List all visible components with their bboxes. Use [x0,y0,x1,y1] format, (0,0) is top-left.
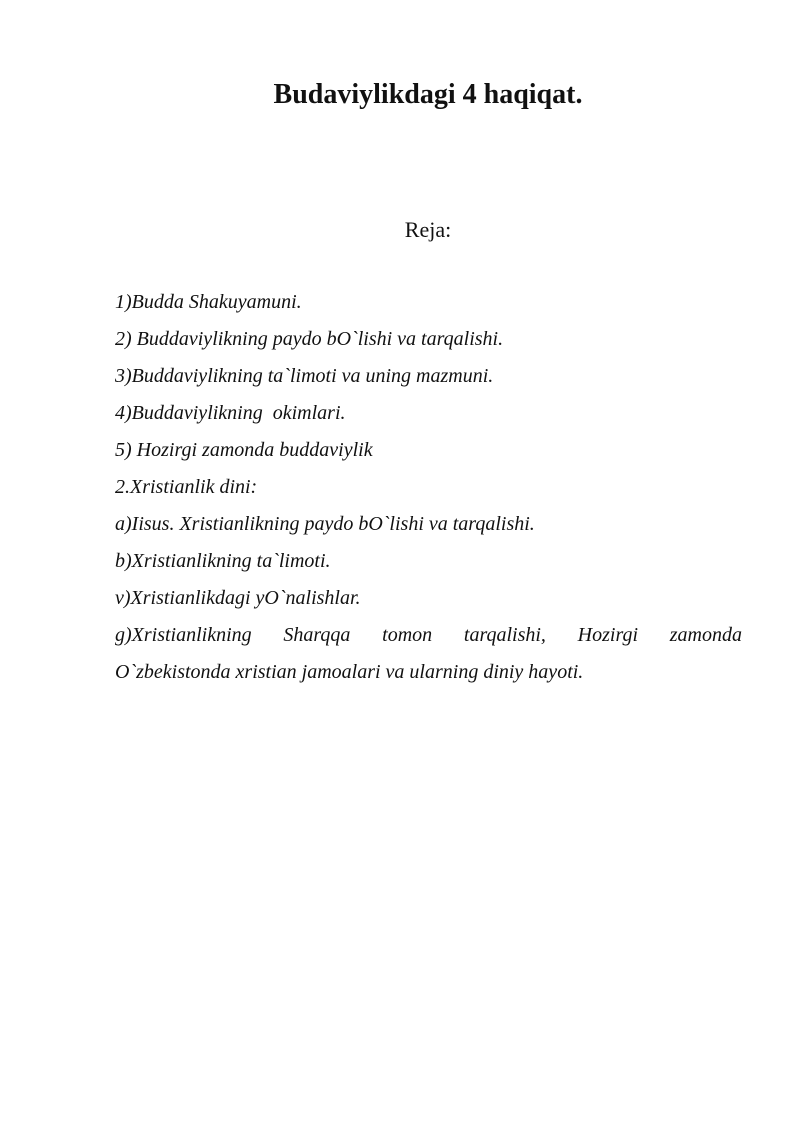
plan-item: 2.Xristianlik dini: [115,476,258,498]
plan-item: 1)Budda Shakuyamuni. [115,291,302,313]
plan-heading: Reja: [404,217,452,242]
plan-item: 4)Buddaviylikning okimlari. [115,402,346,424]
plan-item: 3)Buddaviylikning ta`limoti va uning mazmuni. [115,365,494,387]
plan-item: a)Iisus. Xristianlikning paydo bO`lishi va tarqalishi. [115,513,535,535]
plan-item: O`zbekistonda xristian jamoalari va ularning diniy hayoti. [115,661,584,683]
plan-item: 2) Buddaviylikning paydo bO`lishi va tarqalishi. [115,328,504,350]
plan-item: v)Xristianlikdagi yO`nalishlar. [115,587,361,609]
plan-list [115,284,742,691]
plan-item: g)Xristianlikning Sharqqa tomon tarqalishi, Hozirgi zamonda [115,624,742,646]
document-title: Budaviylikdagi 4 haqiqat. [273,79,583,110]
plan-item: 5) Hozirgi zamonda buddaviylik [115,439,373,461]
plan-item: b)Xristianlikning ta`limoti. [115,550,331,572]
